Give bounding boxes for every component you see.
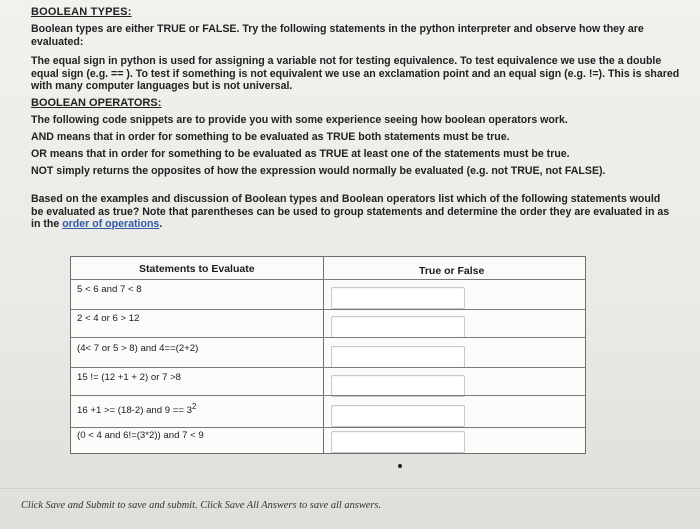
answer-input-3[interactable] bbox=[331, 346, 465, 368]
answer-input-2[interactable] bbox=[331, 316, 465, 338]
statement-5-exponent: 2 bbox=[191, 402, 197, 411]
row-divider bbox=[71, 427, 585, 428]
question-text: Based on the examples and discussion of Boolean types and Boolean operators list which of the following statements would be evaluated as true? Note that parentheses can be used to group statements and determine the order they are evaluated in as in the bbox=[31, 193, 670, 231]
statement-4: 15 != (12 +1 + 2) or 7 >8 bbox=[77, 372, 182, 383]
statements-column-header: Statements to Evaluate bbox=[139, 263, 255, 275]
cursor-dot bbox=[398, 464, 402, 468]
boolean-types-heading: BOOLEAN TYPES: bbox=[31, 6, 132, 18]
row-divider bbox=[71, 337, 585, 338]
true-false-column-header: True or False bbox=[419, 265, 485, 277]
question-end: . bbox=[159, 218, 163, 231]
equal-sign-paragraph: The equal sign in python is used for assigning a variable not for testing equivalence. To test equivalence we use the a double equal sign (e.g. == ). To test if something is not equivalent we use an exclamation point and an equal sign (e.g. !=). This is shared with many computer languages but is not universal. bbox=[31, 55, 680, 93]
save-instructions: Click Save and Submit to save and submit. Click Save All Answers to save all answers. bbox=[21, 500, 382, 511]
answer-input-6[interactable] bbox=[331, 431, 465, 453]
answer-input-4[interactable] bbox=[331, 375, 465, 397]
question-paragraph bbox=[31, 193, 671, 231]
operators-intro-line: The following code snippets are to provide you with some experience seeing how boolean operators work. bbox=[31, 114, 568, 126]
statement-1: 5 < 6 and 7 < 8 bbox=[77, 284, 142, 295]
or-definition-line: OR means that in order for something to be evaluated as TRUE at least one of the statements must be true. bbox=[31, 148, 570, 160]
answer-input-5[interactable] bbox=[331, 405, 465, 427]
row-divider bbox=[71, 367, 585, 368]
order-of-operations-link[interactable]: order of operations bbox=[62, 218, 160, 231]
answer-input-1[interactable] bbox=[331, 287, 465, 309]
not-definition-line: NOT simply returns the opposites of how the expression would normally be evaluated (e.g. not TRUE, not FALSE). bbox=[31, 165, 606, 177]
statement-5-text: 16 +1 >= (18-2) and 9 == 3 bbox=[77, 405, 192, 417]
statements-table bbox=[70, 256, 586, 454]
statement-3: (4< 7 or 5 > 8) and 4==(2+2) bbox=[77, 343, 199, 354]
row-divider bbox=[71, 279, 585, 280]
footer-divider bbox=[0, 488, 700, 489]
statement-2: 2 < 4 or 6 > 12 bbox=[77, 313, 140, 324]
statement-6: (0 < 4 and 6!=(3*2)) and 7 < 9 bbox=[77, 430, 204, 441]
row-divider bbox=[71, 395, 585, 396]
row-divider bbox=[71, 309, 585, 310]
and-definition-line: AND means that in order for something to be evaluated as TRUE both statements must be true. bbox=[31, 131, 510, 143]
boolean-operators-heading: BOOLEAN OPERATORS: bbox=[31, 97, 162, 109]
statement-5 bbox=[77, 402, 196, 416]
column-divider bbox=[323, 257, 324, 453]
intro-paragraph: Boolean types are either TRUE or FALSE. Try the following statements in the python interpreter and observe how they are evaluated: bbox=[31, 23, 644, 48]
